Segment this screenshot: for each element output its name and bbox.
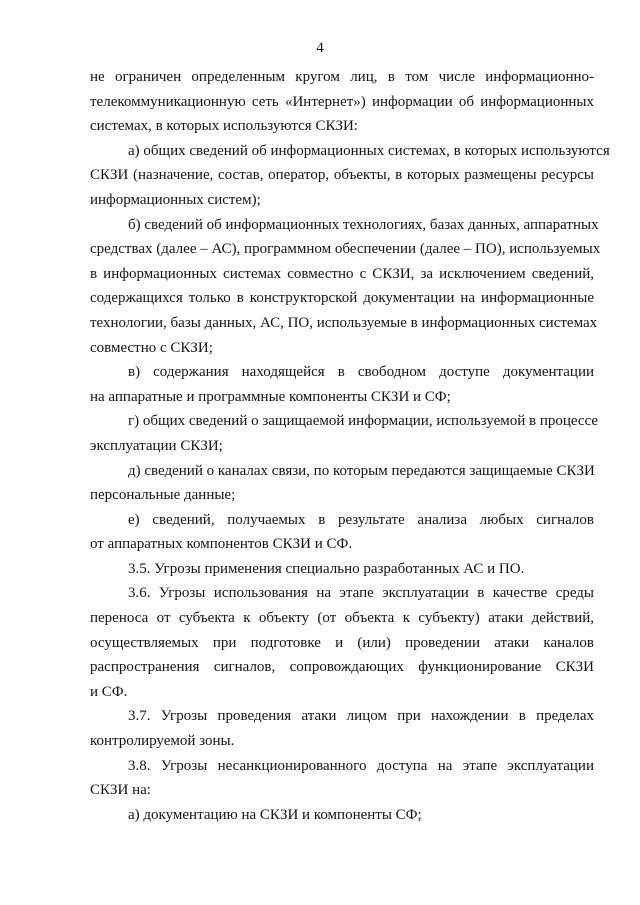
text-line: 3.8. Угрозы несанкционированного доступа на этапе эксплуатации: [128, 757, 594, 774]
text-line: системах, в которых используются СКЗИ:: [90, 118, 358, 135]
text-line: а) документацию на СКЗИ и компоненты СФ;: [128, 806, 422, 823]
text-line: эксплуатации СКЗИ;: [90, 437, 223, 454]
document-body: [90, 65, 610, 827]
text-line: содержащихся только в конструкторской документации на информационные: [90, 290, 594, 307]
paragraph: [90, 557, 594, 582]
text-line: СКЗИ (назначение, состав, оператор, объекты, в которых размещены ресурсы: [90, 167, 594, 184]
paragraph: [90, 459, 594, 508]
text-line: 3.6. Угрозы использования на этапе эксплуатации в качестве среды: [128, 585, 594, 602]
text-line: распространения сигналов, сопровождающих функционирование СКЗИ: [90, 659, 594, 676]
text-line: на аппаратные и программные компоненты СКЗИ и СФ;: [90, 388, 451, 405]
text-line: е) сведений, получаемых в результате анализа любых сигналов: [128, 511, 594, 528]
text-line: 3.7. Угрозы проведения атаки лицом при нахождении в пределах: [128, 708, 594, 725]
text-line: телекоммуникационную сеть «Интернет») информации об информационных: [90, 93, 594, 110]
page-number: 4: [316, 40, 324, 56]
text-line: осуществляемых при подготовке и (или) проведении атаки каналов: [90, 634, 594, 651]
text-line: совместно с СКЗИ;: [90, 339, 213, 356]
text-line: персональные данные;: [90, 487, 236, 504]
text-line: 3.5. Угрозы применения специально разработанных АС и ПО.: [128, 560, 525, 577]
paragraph: [90, 581, 594, 704]
text-line: контролируемой зоны.: [90, 733, 235, 750]
text-line: СКЗИ на:: [90, 782, 151, 799]
text-line: в информационных системах совместно с СКЗИ, за исключением сведений,: [90, 265, 594, 282]
paragraph: [90, 213, 601, 361]
text-line: и СФ.: [90, 683, 128, 700]
paragraph: [90, 754, 594, 803]
text-line: б) сведений об информационных технологиях, базах данных, аппаратных: [128, 216, 599, 233]
text-line: технологии, базы данных, АС, ПО, используемые в информационных системах: [90, 314, 598, 331]
text-line: в) содержания находящейся в свободном доступе документации: [128, 364, 594, 381]
text-line: а) общих сведений об информационных системах, в которых используются: [128, 142, 610, 159]
text-line: г) общих сведений о защищаемой информации, используемой в процессе: [128, 413, 599, 430]
paragraph: [90, 409, 599, 458]
paragraph: [90, 508, 594, 557]
paragraph: [90, 65, 594, 139]
text-line: переноса от субъекта к объекту (от объекта к субъекту) атаки действий,: [90, 610, 594, 627]
paragraph: [90, 704, 594, 753]
text-line: информационных систем);: [90, 191, 261, 208]
paragraph: [90, 360, 594, 409]
text-line: от аппаратных компонентов СКЗИ и СФ.: [90, 536, 353, 553]
text-line: средствах (далее – АС), программном обеспечении (далее – ПО), используемых: [90, 241, 601, 258]
text-line: д) сведений о каналах связи, по которым передаются защищаемые СКЗИ: [128, 462, 595, 479]
paragraph: [90, 803, 594, 828]
paragraph: [90, 139, 610, 213]
text-line: не ограничен определенным кругом лиц, в том числе информационно-: [90, 69, 594, 85]
